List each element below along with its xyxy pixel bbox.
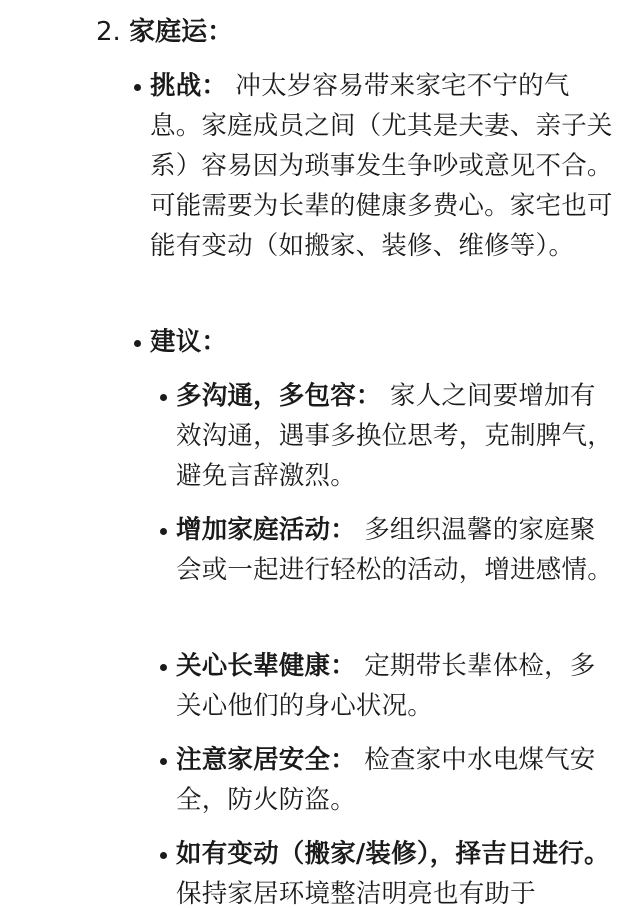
bullet-icon: [160, 528, 167, 535]
advice-subitem: [176, 834, 621, 908]
challenge-item: [150, 66, 620, 266]
advice-subitem-text: [176, 510, 621, 590]
advice-subitem-label: 注意家居安全：: [176, 745, 356, 775]
advice-subitem-body: 家人之间要增加有效沟通，遇事多换位思考，克制脾气，避免言辞激烈。: [176, 381, 613, 491]
bullet-icon: [134, 84, 141, 91]
bullet-icon: [160, 664, 167, 671]
advice-subitem: [176, 376, 621, 496]
section-heading: [96, 14, 233, 50]
advice-subitem-label: 多沟通，多包容：: [176, 381, 382, 411]
bullet-icon: [160, 394, 167, 401]
advice-subitem-label: 如有变动（搬家/装修），择吉日进行。: [176, 839, 610, 869]
advice-text: [150, 322, 620, 362]
section-number: 2.: [96, 17, 121, 47]
challenge-body: 冲太岁容易带来家宅不宁的气息。家庭成员之间（尤其是夫妻、亲子关系）容易因为琐事发生争吵或意见不合。可能需要为长辈的健康多费心。家宅也可能有变动（如搬家、装修、维修等）。: [150, 71, 613, 261]
advice-subitem-label: 关心长辈健康：: [176, 651, 356, 681]
section-title: 家庭运：: [129, 17, 234, 47]
advice-item: [150, 322, 620, 362]
advice-subitem: [176, 646, 621, 726]
advice-subitem: [176, 740, 621, 820]
advice-subitem-text: [176, 376, 621, 496]
advice-subitem: [176, 510, 621, 590]
bullet-icon: [134, 340, 141, 347]
advice-subitem-text: [176, 740, 621, 820]
challenge-label: 挑战：: [150, 71, 228, 101]
challenge-text: [150, 66, 620, 266]
bullet-icon: [160, 758, 167, 765]
bullet-icon: [160, 852, 167, 859]
advice-subitem-text: [176, 646, 621, 726]
advice-subitem-body: 检查家中水电煤气安全，防火防盗。: [176, 745, 596, 815]
advice-label: 建议：: [150, 327, 228, 357]
advice-subitem-text: [176, 834, 621, 908]
advice-subitem-label: 增加家庭活动：: [176, 515, 356, 545]
advice-subitem-body: 定期带长辈体检，多关心他们的身心状况。: [176, 651, 596, 721]
advice-subitem-body: 保持家居环境整洁明亮也有助于: [176, 879, 536, 908]
advice-subitem-body: 多组织温馨的家庭聚会或一起进行轻松的活动，增进感情。: [176, 515, 613, 585]
